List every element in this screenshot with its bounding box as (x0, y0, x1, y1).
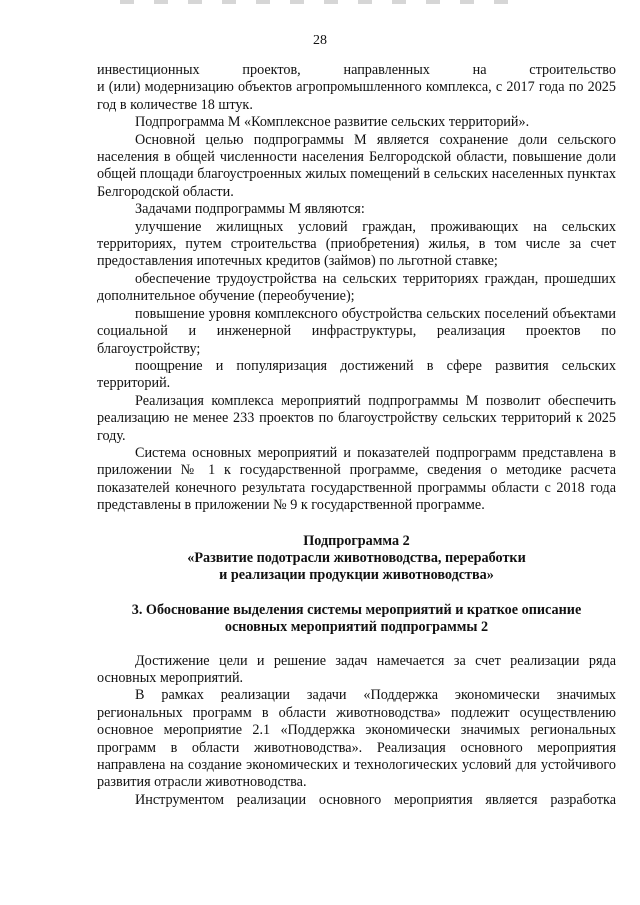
section-heading (97, 602, 616, 637)
subprogram-heading (97, 533, 616, 585)
paragraph: поощрение и популяризация достижений в сфере развития сельских территорий. (97, 357, 616, 392)
paragraph: Основной целью подпрограммы М является сохранение доли сельского населения в общей численности населения Белгородской области, повышение доли общей площади благоустроенных жилых помещений в сельских населенных пунктах Белгородской области. (97, 131, 616, 200)
paragraph: и (или) модернизацию объектов агропромышленного комплекса, с 2017 года по 2025 год в количестве 18 штук. (97, 79, 616, 113)
paragraph: повышение уровня комплексного обустройства сельских поселений объектами социальной и инженерной инфраструктуры, реализация проектов по благоустройству; (97, 305, 616, 357)
paragraph: обеспечение трудоустройства на сельских территориях граждан, прошедших дополнительное обучение (переобучение); (97, 270, 616, 305)
paragraph: улучшение жилищных условий граждан, проживающих на сельских территориях, путем строительства (приобретения) жилья, в том числе за счет предоставления ипотечных кредитов (займов) по льготной ставке; (97, 218, 616, 270)
paragraph: Система основных мероприятий и показателей подпрограмм представлена в приложении № 1 к государственной программе, сведения о методике расчета показателей конечного результата государственной программы области с 2018 года представлены в приложении № 9 к государственной программе. (97, 444, 616, 514)
paragraph: Инструментом реализации основного мероприятия является разработка (135, 791, 616, 808)
page-number: 28 (313, 33, 327, 48)
paragraph: инвестиционных проектов, направленных на строительство (97, 62, 616, 78)
paragraph: Реализация комплекса мероприятий подпрограммы М позволит обеспечить реализацию не менее 233 проектов по благоустройству сельских территорий к 2025 году. (97, 392, 616, 444)
subprogram-heading-line: и реализации продукции животноводства» (219, 567, 494, 584)
document-body (97, 62, 616, 809)
section-heading-line: основных мероприятий подпрограммы 2 (224, 619, 489, 636)
section-body (97, 653, 616, 810)
paragraph: Задачами подпрограммы М являются: (135, 201, 365, 218)
paragraph: Подпрограмма М «Комплексное развитие сельских территорий». (135, 114, 530, 131)
paragraph: Достижение цели и решение задач намечается за счет реализации ряда основных мероприятий. (97, 652, 616, 686)
subprogram-heading-line: «Развитие подотрасли животноводства, переработки (187, 549, 526, 566)
paragraph: В рамках реализации задачи «Поддержка экономически значимых региональных программ в области животноводства» подлежит осуществлению основное мероприятие 2.1 «Поддержка экономически значимых региональных программ в области животноводства». Реализация основного мероприятия направлена на создание экономических и технологических условий для устойчивого развития отрасли животноводства. (97, 687, 616, 791)
section-heading-line: 3. Обоснование выделения системы мероприятий и краткое описание (131, 601, 582, 618)
scan-edge-mark (120, 0, 520, 4)
subprogram-heading-line: Подпрограмма 2 (303, 532, 410, 549)
